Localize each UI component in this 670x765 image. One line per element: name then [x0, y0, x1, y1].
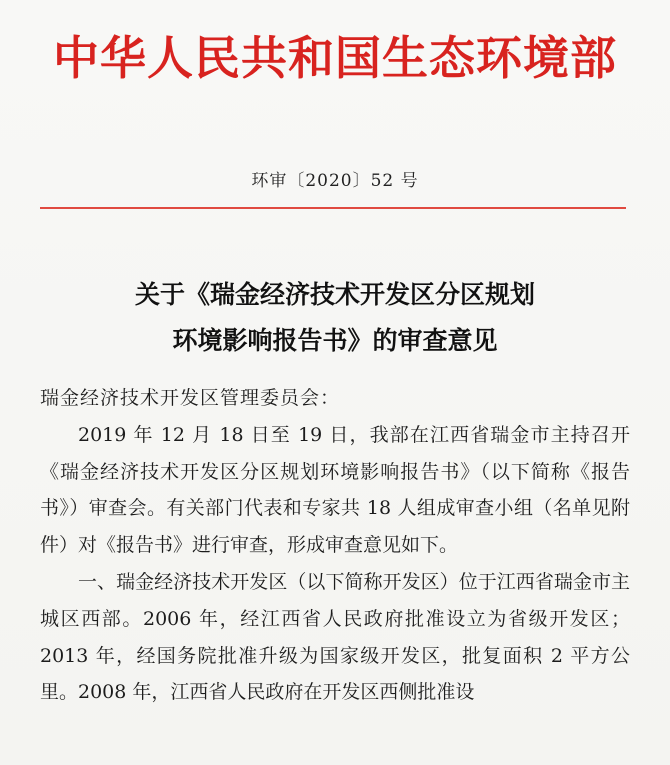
paragraph-1: 2019 年 12 月 18 日至 19 日，我部在江西省瑞金市主持召开《瑞金经济技术开发区分区规划环境影响报告书》（以下简称《报告书》）审查会。有关部门代表和专家共 18 人组成审查小组（名单见附件）对《报告书》进行审查，形成审查意见如下。: [40, 423, 630, 557]
document-title: [0, 272, 670, 364]
salutation: 瑞金经济技术开发区管理委员会：: [40, 387, 341, 409]
document-title-line-2: 环境影响报告书》的审查意见: [172, 326, 498, 355]
organization-header: 中华人民共和国生态环境部: [53, 31, 617, 85]
red-divider-line: [40, 207, 626, 209]
paragraph-2: 一、瑞金经济技术开发区（以下简称开发区）位于江西省瑞金市主城区西部。2006 年，经江西省人民政府批准设立为省级开发区；2013 年，经国务院批准升级为国家级开发区，批复面积 2 平方公里。2008 年，江西省人民政府在开发区西侧批准设: [40, 570, 630, 704]
document-title-line-1: 关于《瑞金经济技术开发区分区规划: [134, 280, 535, 309]
document-number: 环审〔2020〕52 号: [251, 171, 419, 191]
document-body: [40, 380, 630, 711]
